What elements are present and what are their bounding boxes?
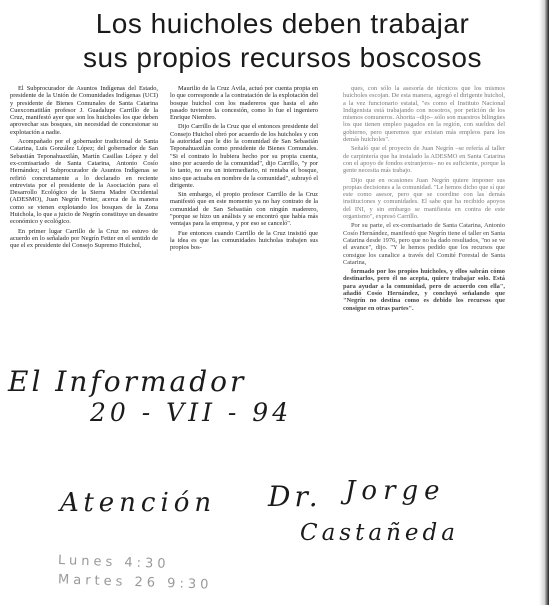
handwritten-surname: Castañeda bbox=[300, 520, 459, 546]
paragraph: El Subprocurador de Asuntos Indígenas del Estado, presidente de la Unión de Comunidades Indígenas (UCI) y presidente de Bienes Comunales de Santa Catarina Cuexcomatitlán profesor J. Guadalupe Carrillo de la Cruz, manifestó ayer que son los huicholes los que deben aprovechar sus bosques, sin necesidad de concesionar su explotación a nadie. bbox=[10, 85, 158, 136]
handwritten-first-name: Jorge bbox=[345, 476, 446, 506]
paragraph-bold: formado por los propios huicholes, y ellos sabrán cómo destinarlos, pero él no acepta, quiere trabajar solo. Está para ayudar a la comunidad, pero de acuerdo con ella", añadió Cosío Hernández, y concluyó señalando que "Negrín no destina como es debido los recursos que consigue en otras partes". bbox=[343, 268, 505, 312]
paragraph: Fue entonces cuando Carrillo de la Cruz insistió que la idea es que las comunidades huicholas trabajen sus propios bos- bbox=[170, 229, 318, 252]
paragraph: Dijo Carrillo de la Cruz que el entonces presidente del Consejo Huichol obró por acuerdo de los huicholes y con la autoridad que le dio la comunidad de San Sebastián Teponahuaxtlán como presidente de Bienes Comunales. "Si el contrato lo hubiera hecho por su propia cuenta, sino por acuerdo de la comunidad", dijo Carrillo, "y por lo tanto, no era un intermediario, ni rentaba el bosque, sino que actuaba en nombre de la comunidad", subrayó el dirigente. bbox=[170, 123, 318, 189]
paragraph: ques, con sólo la asesoría de técnicos que los mismos huicholes escojan. De esta manera, agregó el dirigente huichol, a la vez funcionario estatal, "es como el Instituto Nacional Indigenista está trabajando con nosotros, por petición de los mismos comuneros. Ahorita –dijo– sólo son maestros bilingües los que tienen empleo pagados en la región, con sueldos del gobierno, pero queremos que existan más empleos para los demás huicholes". bbox=[343, 85, 505, 144]
pencil-note-2: Martes 26 9:30 bbox=[57, 572, 213, 593]
handwritten-newspaper-name: El Informador bbox=[8, 365, 247, 398]
paragraph: Maurilio de la Cruz Ávila, actuó por cuenta propia en lo que corresponde a la contratación de la explotación del bosque huichol con los madereros que hasta el año pasado tuvieron la concesión, como lo fue el ingeniero Enrique Niembro. bbox=[170, 85, 318, 122]
paragraph: Por su parte, el ex-comisariado de Santa Catarina, Antonio Cosío Hernández, manifestó que Negrín tiene el taller en Santa Catarina desde 1976, pero que no ha dado resultados, "no se ve el avance", dijo. "Y le hemos pedido que los recursos que consigue los canalice a través del Comité Forestal de Santa Catarina, bbox=[343, 222, 505, 266]
article-column-1 bbox=[10, 85, 158, 320]
paragraph: En primer lugar Carrillo de la Cruz no estuvo de acuerdo en lo señalado por Negrín Fetter en el sentido de que el ex presidente del Consejo Supremo Huichol, bbox=[10, 227, 158, 250]
headline-line-2: sus propios recursos boscosos bbox=[83, 42, 482, 73]
pencil-note-1: Lunes 4:30 bbox=[57, 553, 170, 572]
scan-edge bbox=[545, 0, 549, 605]
handwritten-doctor-title: Dr. bbox=[268, 480, 322, 513]
headline-line-1: Los huicholes deben trabajar bbox=[95, 8, 470, 39]
paragraph: Acompañado por el gobernador tradicional de Santa Catarina, Luis González López; del gobernador de San Sebastián Teponahuaxtlán, Martín Casillas López y del ex-comisariado de Santa Catarina, Antonio Cosío Hernández; el Subprocurador de Asuntos Indígenas se refirió concretamente a lo declarado en reciente entrevista por el presidente de la Asociación para el Desarrollo Ecológico de la Sierra Madre Occidental (ADESMO), Juan Negrín Fetter, acerca de la manera como se vienen explotando los bosques de la Zona Huichola, lo que a juicio de Negrín constituye un desastre económico y ecológico. bbox=[10, 138, 158, 226]
paragraph: Dijo que en ocasiones Juan Negrín quiere imponer sus propias decisiones a la comunidad. "Le hemos dicho que sí que este como asesor, pero que se coordine con las demás instituciones y comunidades. El sabe que ha recibido apoyos del INI, y sin embargo se manifiesta en contra de este organismo", expresó Carrillo. bbox=[343, 176, 505, 221]
article-column-3 bbox=[343, 85, 505, 390]
article-column-2 bbox=[170, 85, 318, 350]
handwritten-attention: Atención bbox=[60, 488, 217, 518]
handwritten-date: 20 - VII - 94 bbox=[90, 398, 293, 427]
paragraph: Señaló que el proyecto de Juan Negrín –se refería al taller de carpintería que ha instalado la ADESMO en Santa Catarina con el apoyo de fondos extranjeros– no es suficiente, porque la gente necesita más trabajo. bbox=[343, 145, 505, 175]
paragraph: Sin embargo, el propio profesor Carrillo de la Cruz manifestó que en este momento ya no hay contrato de la comunidad de San Sebastián con ningún maderero, "porque se hizo un análisis y se encontró que había más ventajas para la empresa, y por eso se canceló". bbox=[170, 191, 318, 228]
